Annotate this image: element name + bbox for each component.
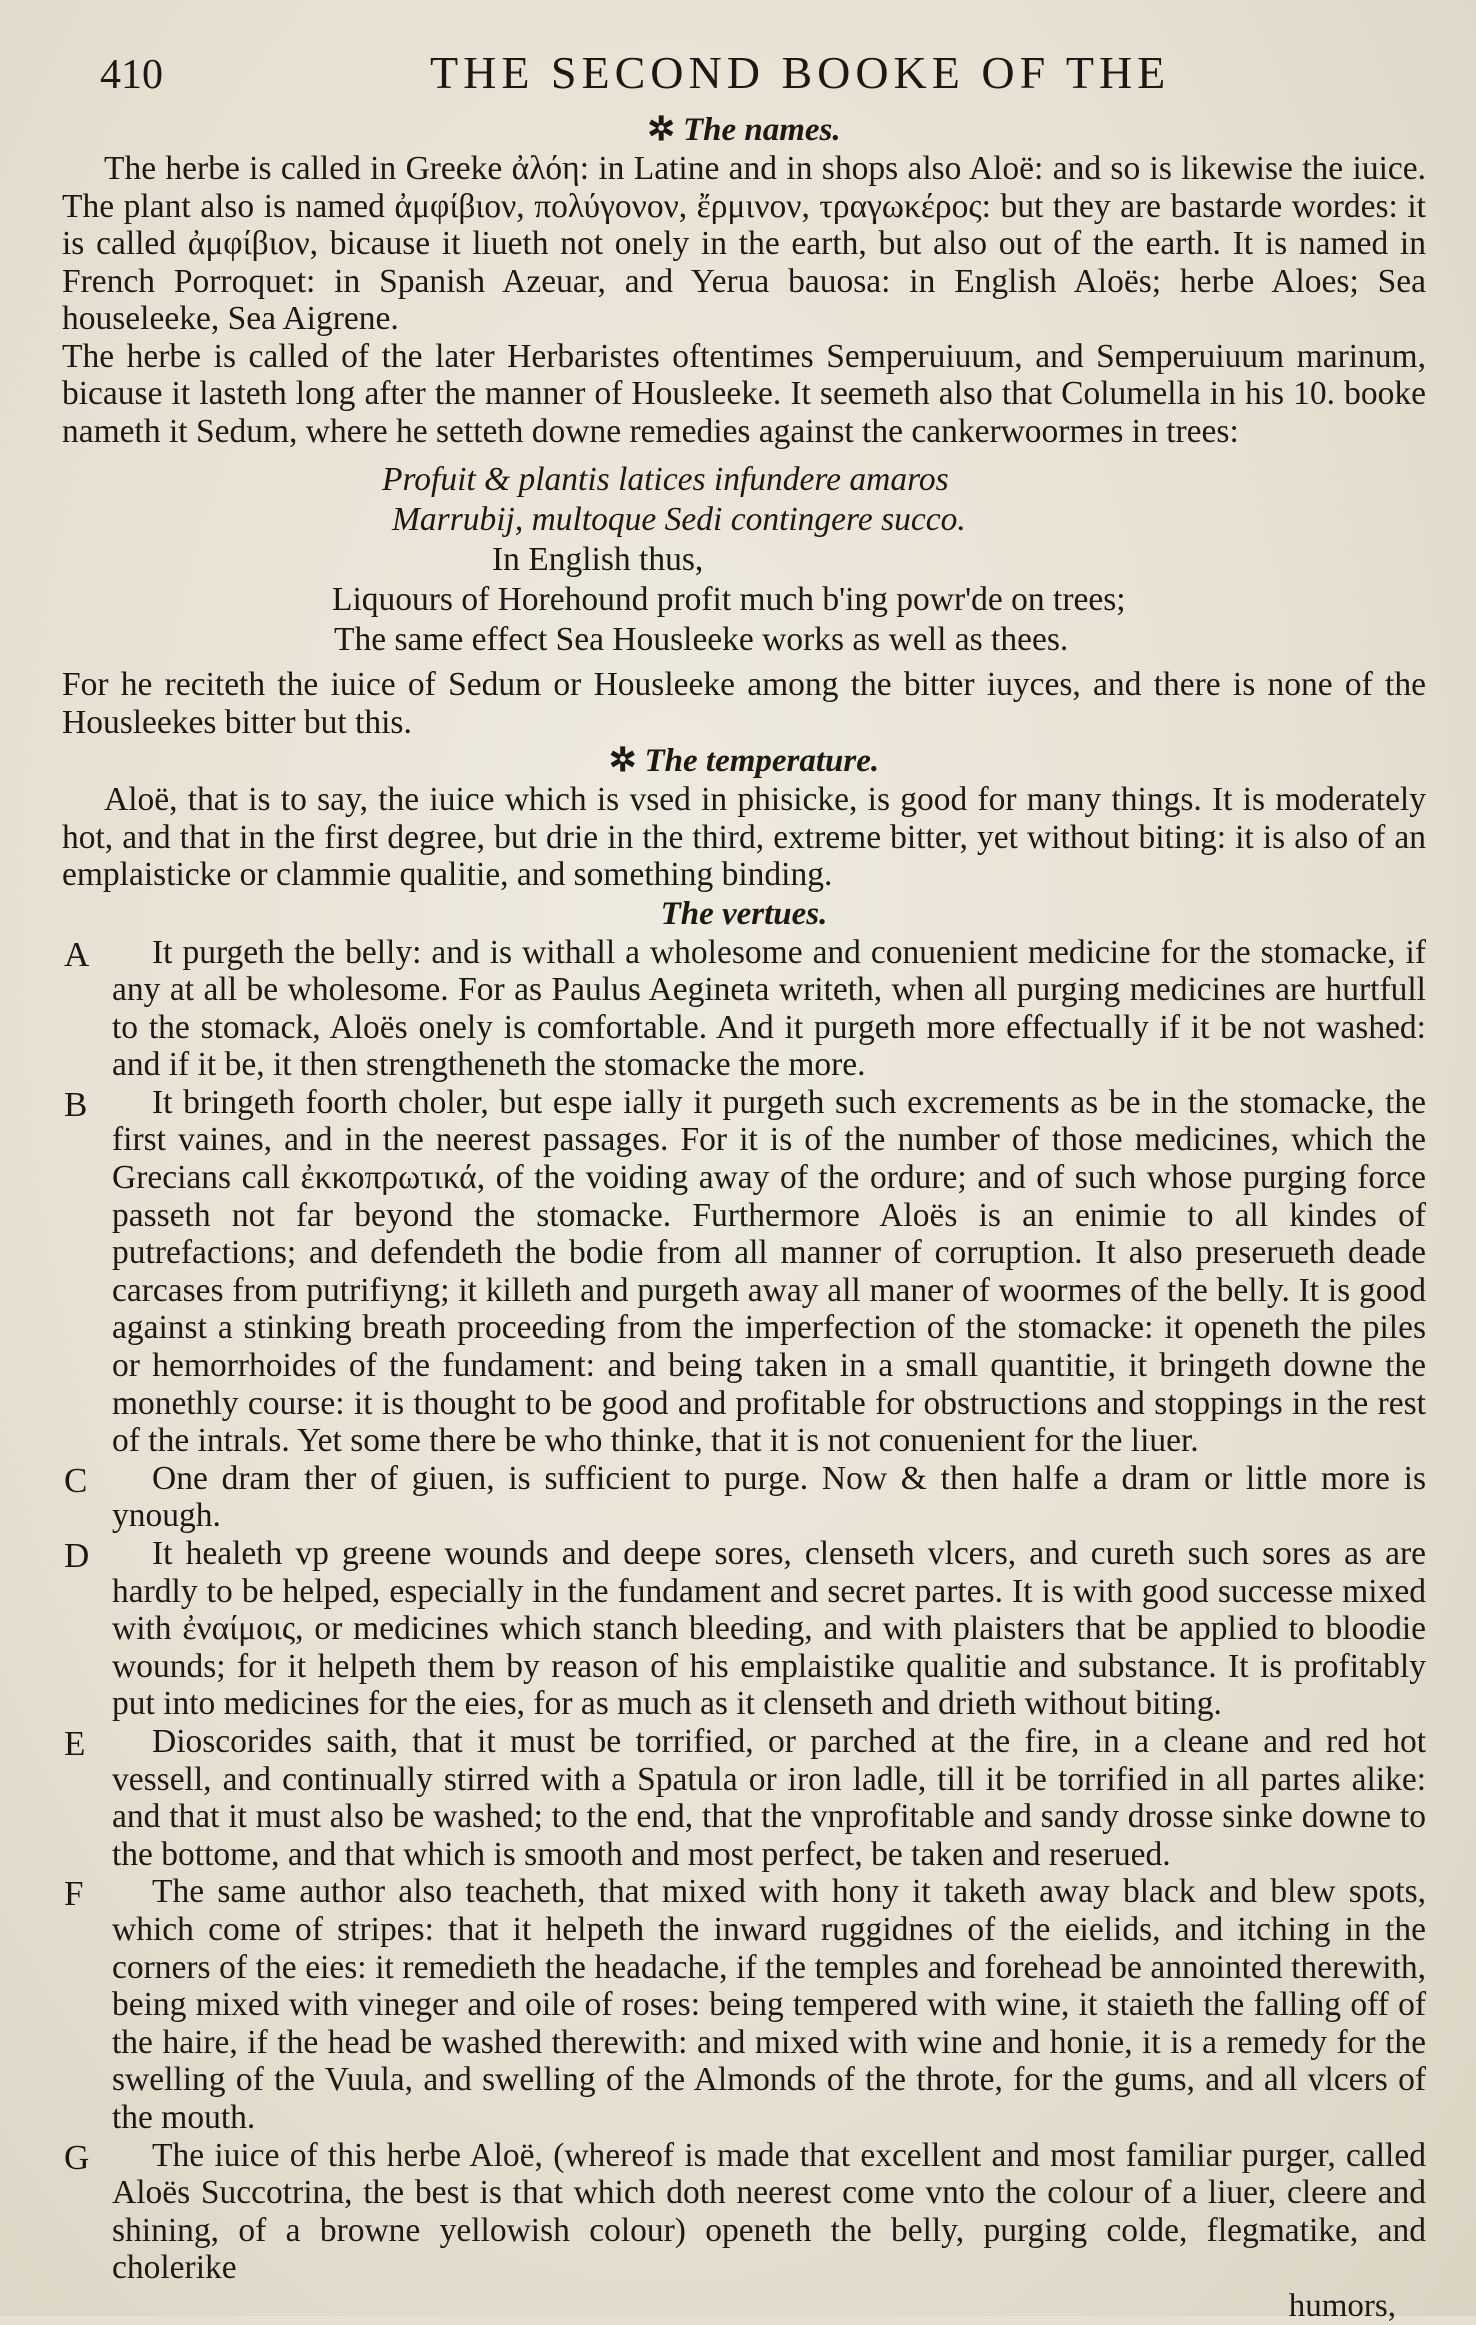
vertue-text: The same author also teacheth, that mixed with hony it taketh away black and blew spots, which come of stripes: that it helpeth the inward ruggidnes of the eielids, and itching in the corners of the eies: it remedieth the headache, if the temples and forehead be annointed therewith, being mixed with vineger and oile of roses: being tempered with wine, it staieth the falling off of the haire, if the head be washed therewith: and mixed with wine and honie, it is a remedy for the swelling of the Vuula, and swelling of the Almonds of the throte, for the gums, and all vlcers of the mouth. — [112, 1873, 1426, 2136]
verse-line-5: The same effect Sea Housleeke works as well as thees. — [334, 621, 1069, 658]
marginal-letter: B — [64, 1084, 88, 1124]
verse-quotation — [62, 460, 1426, 660]
folio-number: 410 — [100, 52, 163, 98]
marginal-letter: A — [64, 934, 90, 974]
vertues-heading: The vertues. — [660, 895, 828, 932]
vertue-F — [62, 1873, 1426, 2136]
vertue-C — [62, 1460, 1426, 1535]
temperature-paragraph: Aloë, that is to say, the iuice which is vsed in phisicke, is good for many things. It is moderately hot, and that in the first degree, but drie in the third, extreme bitter, yet without biting: it is also of an emplaisticke or clammie qualitie, and something binding. — [62, 781, 1426, 893]
vertue-text: It healeth vp greene wounds and deepe sores, clenseth vlcers, and cureth such sores as are hardly to be helped, especially in the fundament and secret partes. It is with good successe mixed with ἐναίμοις, or medicines which stanch bleeding, and with plaisters that be applied to bloodie wounds; for it helpeth them by reason of his emplaistike qualitie and substance. It is profitably put into medicines for the eies, for as much as it clenseth and drieth without biting. — [112, 1535, 1426, 1723]
vertue-text: The iuice of this herbe Aloë, (whereof is made that excellent and most familiar purger, called Aloës Succotrina, the best is that which doth neerest come vnto the colour of a liuer, cleere and shining, of a browne yellowish colour) openeth the belly, purging colde, flegmatike, and cholerike — [112, 2136, 1426, 2287]
temperature-heading: ✲ The temperature. — [608, 743, 880, 779]
vertue-B — [62, 1084, 1426, 1460]
names-heading: ✲ The names. — [647, 112, 841, 148]
asterism-icon: ✲ — [608, 743, 637, 779]
marginal-letter: F — [64, 1874, 84, 1914]
vertue-text: It bringeth foorth choler, but espe ially it purgeth such excrements as be in the stomacke, the first vaines, and in the neerest passages. For it is of the number of those medicines, which the Grecians call ἐκκοπρωτικά, of the voiding away of the ordure; and of such whose purging force passeth not far beyond the stomacke. Furthermore Aloës is an enimie to all kindes of putrefactions; and defendeth the bodie from all manner of corruption. It also preserueth deade carcases from putrifiyng; it killeth and purgeth away all maner of woormes of the belly. It is good against a stinking breath proceeding from the imperfection of the stomacke: it openeth the piles or hemorrhoides of the fundament: and being taken in a small quantitie, it bringeth downe the monethly course: it is thought to be good and profitable for obstructions and stoppings in the rest of the intrals. Yet some there be who thinke, that it is not conuenient for the liuer. — [112, 1083, 1426, 1460]
verse-line-4: Liquours of Horehound profit much b'ing powr'de on trees; — [332, 581, 1126, 618]
vertue-D — [62, 1535, 1426, 1723]
names-paragraph-3: For he reciteth the iuice of Sedum or Housleeke among the bitter iuyces, and there is none of the Housleekes bitter but this. — [62, 666, 1426, 741]
catchword: humors, — [1288, 2287, 1396, 2324]
asterism-icon: ✲ — [647, 112, 675, 148]
vertue-A — [62, 934, 1426, 1084]
marginal-letter: E — [64, 1723, 86, 1763]
page-header — [62, 46, 1426, 110]
vertue-text: One dram ther of giuen, is sufficient to purge. Now & then halfe a dram or little more is ynough. — [112, 1459, 1426, 1535]
running-head: THE SECOND BOOKE OF THE — [430, 47, 1171, 98]
verse-line-3: In English thus, — [492, 541, 704, 578]
names-paragraph-1: The herbe is called in Greeke ἀλόη: in Latine and in shops also Aloë: and so is likewise the iuice. The plant also is named ἀμφίβιον, πολύγονον, ἔρμινον, τραγωκέρος: but they are bastarde wordes: it is called ἀμφίβιον, bicause it liueth not onely in the earth, but also out of the earth. It is named in French Porroquet: in Spanish Azeuar, and Yerua bauosa: in English Aloës; herbe Aloes; Sea houseleeke, Sea Aigrene. — [62, 150, 1426, 337]
vertue-G — [62, 2137, 1426, 2287]
verse-line-2: Marrubij, multoque Sedi contingere succo. — [392, 501, 966, 538]
verse-line-1: Profuit & plantis latices infundere amaros — [382, 461, 949, 498]
marginal-letter: G — [64, 2137, 90, 2177]
marginal-letter: D — [64, 1536, 90, 1575]
names-paragraph-2: The herbe is called of the later Herbaristes oftentimes Semperuiuum, and Semperuiuum marinum, bicause it lasteth long after the manner of Housleeke. It seemeth also that Columella in his 10. booke nameth it Sedum, where he setteth downe remedies against the cankerwoormes in trees: — [62, 337, 1426, 450]
marginal-letter: C — [64, 1460, 88, 1500]
vertue-E — [62, 1723, 1426, 1873]
vertue-text: It purgeth the belly: and is withall a wholesome and conuenient medicine for the stomacke, if any at all be wholesome. For as Paulus Aegineta writeth, when all purging medicines are hurtfull to the stomack, Aloës onely is comfortable. And it purgeth more effectually if it be not washed: and if it be, it then strengtheneth the stomacke the more. — [112, 933, 1426, 1084]
vertue-text: Dioscorides saith, that it must be torrified, or parched at the fire, in a cleane and red hot vessell, and continually stirred with a Spatula or iron ladle, till it be torrified in all partes alike: and that it must also be washed; to the end, that the vnprofitable and sandy drosse sinke downe to the bottome, and that which is smooth and most perfect, be taken and reserued. — [112, 1722, 1426, 1873]
